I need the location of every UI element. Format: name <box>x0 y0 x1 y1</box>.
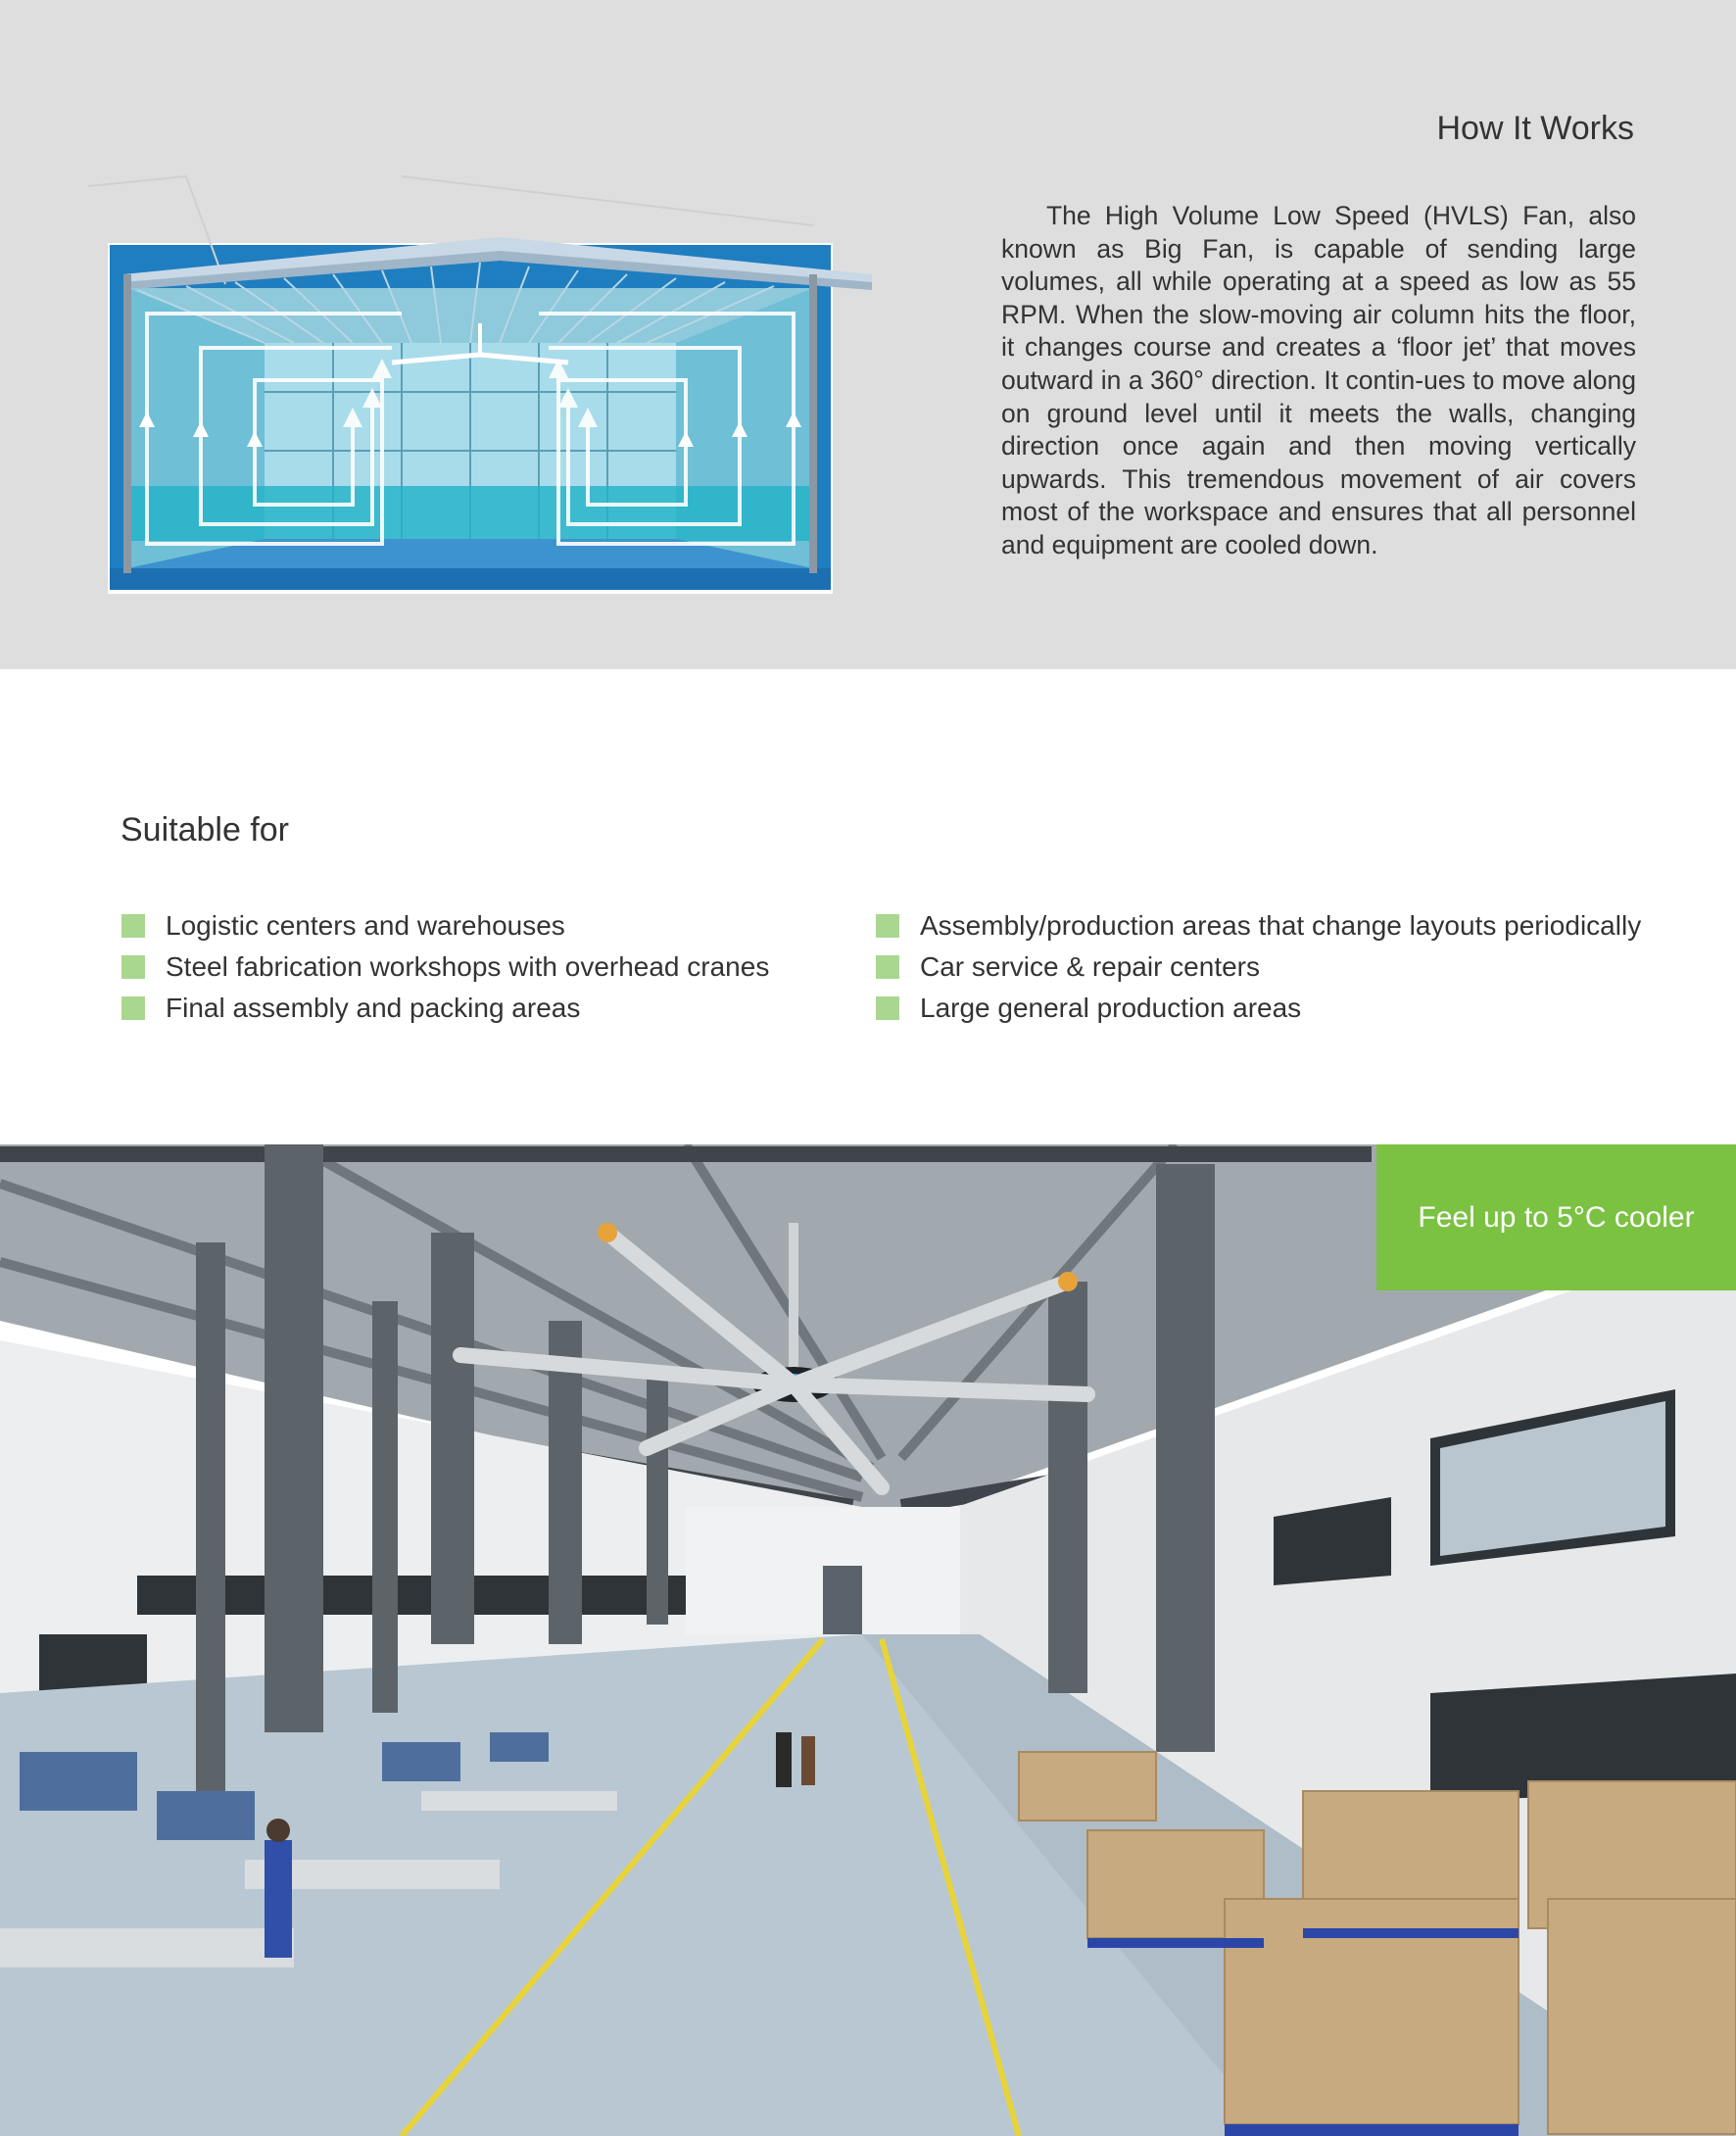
suitable-list-left <box>121 905 769 1029</box>
suitable-list-right <box>876 905 1641 1029</box>
list-item <box>876 947 1641 988</box>
square-bullet-icon <box>121 955 145 979</box>
list-item <box>121 988 769 1029</box>
how-it-works-title: How It Works <box>1436 110 1634 147</box>
list-item-label: Assembly/production areas that change layouts periodically <box>920 910 1642 941</box>
warehouse-photo <box>0 1144 1736 2136</box>
list-item-label: Final assembly and packing areas <box>166 993 581 1023</box>
list-item <box>121 905 769 947</box>
square-bullet-icon <box>876 914 899 938</box>
list-item <box>876 988 1641 1029</box>
square-bullet-icon <box>121 914 145 938</box>
list-item-label: Large general production areas <box>920 993 1302 1023</box>
list-item-label: Steel fabrication workshops with overhead cranes <box>166 951 770 982</box>
square-bullet-icon <box>121 996 145 1020</box>
airflow-diagram <box>69 167 892 598</box>
cooling-badge: Feel up to 5°C cooler <box>1376 1144 1736 1290</box>
list-item-label: Car service & repair centers <box>920 951 1261 982</box>
how-it-works-body: The High Volume Low Speed (HVLS) Fan, also known as Big Fan, is capable of sending large volumes, all while operating at a speed as low as 55 RPM. When the slow-moving air column hits the floor, it changes course and creates a ‘floor jet’ that moves outward in a 360° direction. It contin-ues to move along on ground level until it meets the walls, changing direction once again and then moving vertically upwards. This tremendous movement of air covers most of the workspace and ensures that all personnel and equipment are cooled down. <box>1001 201 1636 559</box>
list-item <box>121 947 769 988</box>
suitable-for-title: Suitable for <box>121 811 289 849</box>
list-item <box>876 905 1641 947</box>
square-bullet-icon <box>876 996 899 1020</box>
square-bullet-icon <box>876 955 899 979</box>
list-item-label: Logistic centers and warehouses <box>166 910 565 941</box>
